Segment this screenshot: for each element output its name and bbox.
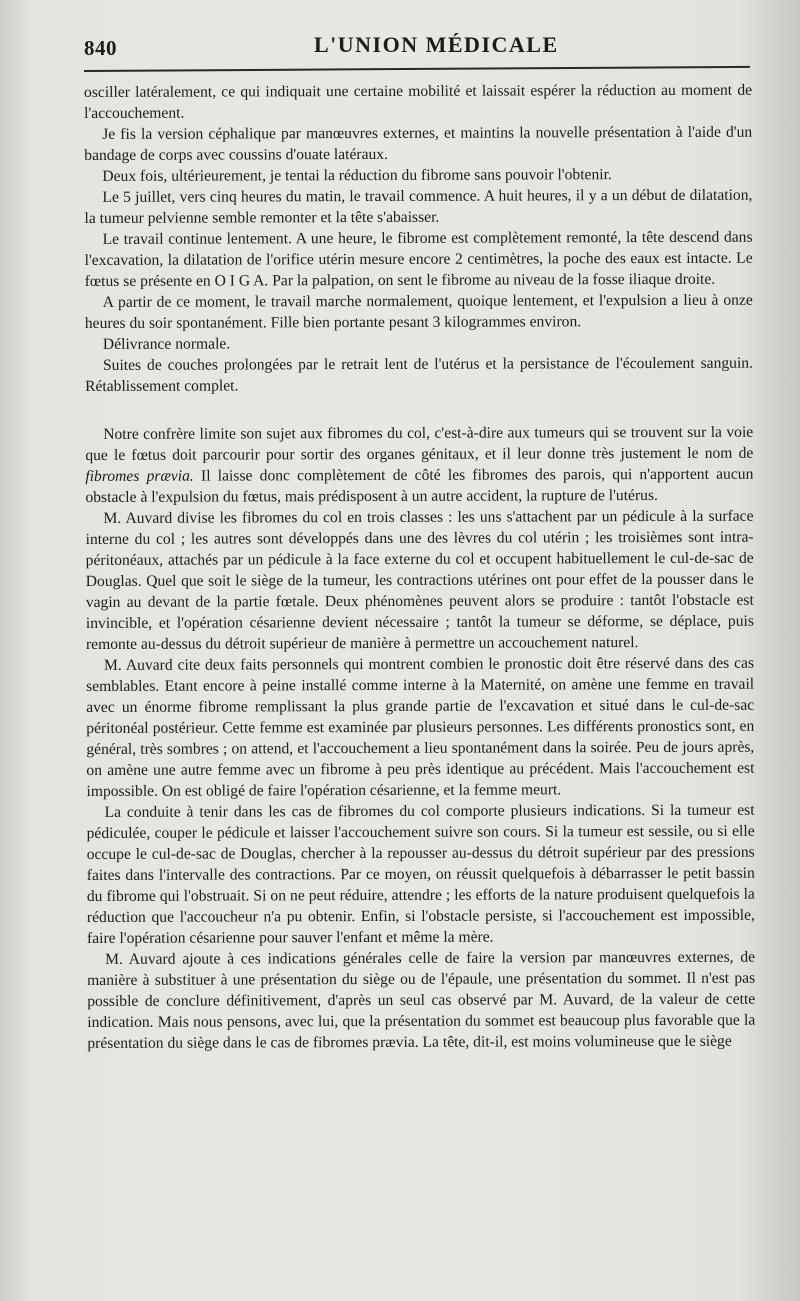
paragraph: Délivrance normale. <box>102 335 231 353</box>
page-header <box>84 28 748 62</box>
italic-term: fibromes prævia. <box>85 467 194 485</box>
running-title: L'UNION MÉDICALE <box>314 32 559 57</box>
paragraph <box>85 422 753 508</box>
paragraph: Le travail continue lentement. A une heure, le fibrome est complètement remonté, la tête descend dans l'excavation, la dilatation de l'orifice utérin mesure encore 2 centimètres, la poche des eaux est intacte. Le fœtus se présente en O I G A. Par la palpation, on sent le fibrome au niveau de la fosse iliaque droite. <box>84 228 753 290</box>
body-text <box>84 80 755 1054</box>
paragraph: Je fis la version céphalique par manœuvres externes, et maintins la nouvelle présentation à l'aide d'un bandage de corps avec coussins d'ouate latéraux. <box>84 123 753 164</box>
paragraph-text: Il laisse donc complètement de côté les fibromes des parois, qui n'apportent aucun obstacle à l'expulsion du fœtus, mais prédisposent à un autre accident, la rupture de l'utérus. <box>85 465 754 506</box>
section-gap <box>85 395 753 424</box>
paragraph: La conduite à tenir dans les cas de fibromes du col comporte plusieurs indications. Si la tumeur est pédiculée, couper le pédicule et laisser l'accouchement suivre son cours. Si la tumeur est sessile, ou si elle occupe le cul-de-sac de Douglas, chercher à la repousser au-dessus du détroit supérieur par des pressions faites dans l'intervalle des contractions. Par ce moyen, on réussit quelquefois à débarrasser le petit bassin du fibrome qui l'obstruait. Si on ne peut réduire, attendre ; les efforts de la nature produisent quelquefois la réduction que l'accoucheur n'a pu obtenir. Enfin, si l'obstacle persiste, si l'accouchement est impossible, faire l'opération césarienne pour sauver l'enfant et même la mère. <box>86 801 755 947</box>
header-rule <box>84 66 750 72</box>
paragraph: osciller latéralement, ce qui indiquait une certaine mobilité et laissait espérer la réduction au moment de l'accouchement. <box>84 81 753 122</box>
paragraph: Deux fois, ultérieurement, je tentai la réduction du fibrome sans pouvoir l'obtenir. <box>102 166 612 185</box>
paragraph: M. Auvard divise les fibromes du col en trois classes : les uns s'attachent par un pédicule à la surface interne du col ; les autres sont développés dans une des lèvres du col utérin ; les troisièmes sont intra-péritonéaux, attachés par un pédicule à la face externe du col et occupent habituellement le cul-de-sac de Douglas. Quel que soit le siège de la tumeur, les contractions utérines ont pour effet de la pousser dans le vagin au devant de la partie fœtale. Deux phénomènes peuvent alors se produire : tantôt l'obstacle est invincible, et l'opération césarienne devient nécessaire ; tantôt la tumeur se déforme, se déplace, puis remonte au-dessus du détroit supérieur de manière à permettre un accouchement naturel. <box>85 507 754 653</box>
page-number: 840 <box>84 36 117 60</box>
paragraph: M. Auvard ajoute à ces indications générales celle de faire la version par manœuvres externes, de manière à substituer à une présentation du siège ou de l'épaule, une présentation du sommet. Il n'est pas possible de conclure définitivement, d'après un seul cas observé par M. Auvard, de la valeur de cette indication. Mais nous pensons, avec lui, que la présentation du sommet est beaucoup plus favorable que la présentation du siège dans le cas de fibromes prævia. La tête, dit-il, est moins volumineuse que le siège <box>87 948 756 1052</box>
paragraph: M. Auvard cite deux faits personnels qui montrent combien le pronostic doit être réservé dans des cas semblables. Etant encore à peine installé comme interne à la Maternité, on amène une femme en travail avec un énorme fibrome remplissant la plus grande partie de l'excavation et situé dans le cul-de-sac péritonéal postérieur. Cette femme est examinée par plusieurs personnes. Les différents pronostics sont, en général, très sombres ; on attend, et l'accouchement a lieu spontanément dans la soirée. Peu de jours après, on amène une autre femme avec un fibrome à peu près identique au précédent. Mais l'accouchement est impossible. On est obligé de faire l'opération césarienne, et la femme meurt. <box>86 654 755 800</box>
paragraph: Suites de couches prolongées par le retrait lent de l'utérus et la persistance de l'écoulement sanguin. Rétablissement complet. <box>85 354 754 395</box>
paragraph: A partir de ce moment, le travail marche normalement, quoique lentement, et l'expulsion a lieu à onze heures du soir spontanément. Fille bien portante pesant 3 kilogrammes environ. <box>84 291 753 332</box>
paragraph-text: Notre confrère limite son sujet aux fibromes du col, c'est-à-dire aux tumeurs qui se trouvent sur la voie que le fœtus doit parcourir pour sortir des organes génitaux, et il leur donne très justement le nom de <box>85 423 754 464</box>
paragraph: Le 5 juillet, vers cinq heures du matin, le travail commence. A huit heures, il y a un début de dilatation, la tumeur pelvienne semble remonter et la tête s'abaisser. <box>84 186 753 227</box>
